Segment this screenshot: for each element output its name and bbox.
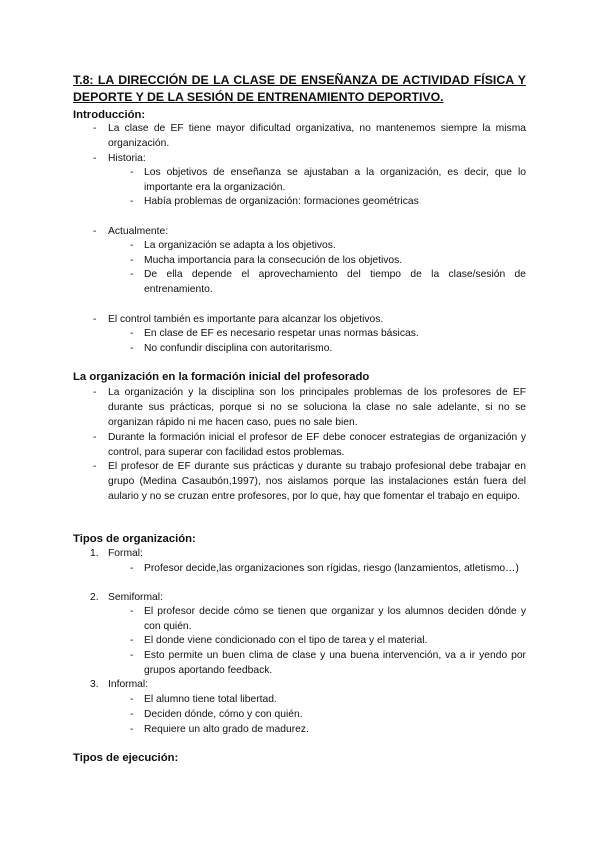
actual-item-2: Mucha importancia para la consecución de los objetivos. [144, 255, 403, 266]
bullet-dash: - [130, 240, 134, 251]
historia-item-1: Los objetivos de enseñanza se ajustaban a la organización, es decir, que lo importante era la organización. [144, 167, 526, 193]
intro-item-control: El control también es importante para alcanzar los objetivos. [108, 314, 384, 325]
bullet-dash: - [130, 709, 134, 720]
actual-item-1: La organización se adapta a los objetivos. [144, 240, 336, 251]
formacion-heading: La organización en la formación inicial del profesorado [73, 371, 370, 383]
intro-item-clase: La clase de EF tiene mayor dificultad organizativa, no mantenemos siempre la misma organización. [108, 123, 526, 149]
informal-item-3: Requiere un alto grado de madurez. [144, 724, 309, 735]
list-number-2: 2. [90, 592, 99, 603]
bullet-dash: - [130, 269, 134, 280]
document-title: T.8: LA DIRECCIÓN DE LA CLASE DE ENSEÑANZA DE ACTIVIDAD FÍSICA Y DEPORTE Y DE LA SESIÓN DE ENTRENAMIENTO DEPORTIVO. [73, 73, 526, 104]
bullet-dash: - [130, 694, 134, 705]
tipo-formal: Formal: [108, 548, 143, 559]
formacion-item-1: La organización y la disciplina son los principales problemas de los profesores de EF durante sus prácticas, porque si no se soluciona la clase no sale adelante, si no se organizan rápido ni me hacen caso, pues no sale bien. [108, 387, 526, 428]
intro-heading: Introducción: [73, 109, 146, 121]
semiformal-item-2: El donde viene condicionado con el tipo de tarea y el material. [144, 635, 428, 646]
bullet-dash: - [130, 255, 134, 266]
bullet-dash: - [93, 432, 97, 443]
semiformal-item-3: Esto permite un buen clima de clase y una buena intervención, va a ir yendo por grupos aportando feedback. [144, 650, 526, 676]
informal-item-2: Deciden dónde, cómo y con quién. [144, 709, 303, 720]
bullet-dash: - [130, 724, 134, 735]
tipo-semiformal: Semiformal: [108, 592, 163, 603]
formacion-item-2: Durante la formación inicial el profesor de EF debe conocer estrategias de organización y control, para superar con facilidad estos problemas. [108, 432, 526, 458]
list-number-1: 1. [90, 548, 99, 559]
bullet-dash: - [93, 153, 97, 164]
control-item-1: En clase de EF es necesario respetar unas normas básicas. [144, 328, 419, 339]
bullet-dash: - [93, 226, 97, 237]
control-item-2: No confundir disciplina con autoritarismo. [144, 343, 333, 354]
actual-item-3: De ella depende el aprovechamiento del tiempo de la clase/sesión de entrenamiento. [144, 269, 526, 295]
tipo-informal: Informal: [108, 679, 149, 690]
bullet-dash: - [130, 635, 134, 646]
semiformal-item-1: El profesor decide cómo se tienen que organizar y los alumnos deciden dónde y con quién. [144, 606, 526, 632]
bullet-dash: - [93, 387, 97, 398]
bullet-dash: - [130, 563, 134, 574]
formal-item-1: Profesor decide,las organizaciones son rígidas, riesgo (lanzamientos, atletismo…) [144, 563, 519, 574]
informal-item-1: El alumno tiene total libertad. [144, 694, 277, 705]
list-number-3: 3. [90, 679, 99, 690]
ejecucion-heading: Tipos de ejecución: [73, 752, 179, 764]
intro-item-actual: Actualmente: [108, 226, 169, 237]
bullet-dash: - [130, 650, 134, 661]
bullet-dash: - [130, 606, 134, 617]
bullet-dash: - [93, 461, 97, 472]
bullet-dash: - [93, 314, 97, 325]
historia-item-2: Había problemas de organización: formaciones geométricas [144, 196, 419, 207]
bullet-dash: - [93, 123, 97, 134]
bullet-dash: - [130, 196, 134, 207]
formacion-item-3: El profesor de EF durante sus prácticas y durante su trabajo profesional debe trabajar en grupo (Medina Casaubón,1997), nos aislamos porque las instalaciones están fuera del aulario y no se cruzan entre profesores, por lo que, hay que fomentar el trabajo en equipo. [108, 461, 526, 502]
bullet-dash: - [130, 343, 134, 354]
tipos-heading: Tipos de organización: [73, 533, 196, 545]
bullet-dash: - [130, 167, 134, 178]
bullet-dash: - [130, 328, 134, 339]
intro-item-historia: Historia: [108, 153, 146, 164]
